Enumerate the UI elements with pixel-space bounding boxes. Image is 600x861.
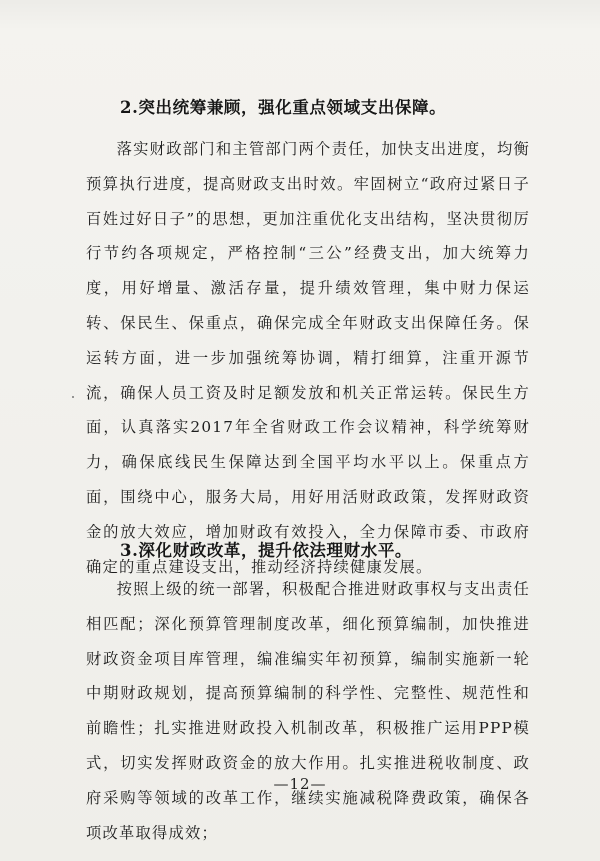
section-3-paragraph: 按照上级的统一部署，积极配合推进财政事权与支出责任相匹配；深化预算管理制度改革，细化预算编制，加快推进财政资金项目库管理，编准编实年初预算，编制实施新一轮中期财政规划，提高预算编制的科学性、完整性、规范性和前瞻性；扎实推进财政投入机制改革，积极推广运用PPP模式，切实发挥财政资金的放大作用。扎实推进税收制度、政府采购等领域的改革工作，继续实施减税降费政策，确保各项改革取得成效； bbox=[86, 580, 530, 842]
section-3-heading: 3.深化财政改革，提升依法理财水平。 bbox=[120, 541, 413, 560]
scan-speck bbox=[72, 396, 74, 398]
page-number: —12— bbox=[273, 775, 327, 793]
scan-shadow bbox=[0, 0, 600, 30]
section-2-heading: 2.突出统筹兼顾，强化重点领域支出保障。 bbox=[120, 98, 447, 117]
section-2-paragraph: 落实财政部门和主管部门两个责任，加快支出进度，均衡预算执行进度，提高财政支出时效。牢固树立“政府过紧日子百姓过好日子”的思想，更加注重优化支出结构，坚决贯彻厉行节约各项规定，严格控制“三公”经费支出，加大统筹力度，用好增量、激活存量，提升绩效管理，集中财力保运转、保民生、保重点，确保完成全年财政支出保障任务。保运转方面，进一步加强统筹协调，精打细算，注重开源节流，确保人员工资及时足额发放和机关正常运转。保民生方面，认真落实2017年全省财政工作会议精神，科学统筹财力，确保底线民生保障达到全国平均水平以上。保重点方面，围绕中心，服务大局，用好用活财政政策，发挥财政资金的放大效应，增加财政有效投入，全力保障市委、市政府确定的重点建设支出，推动经济持续健康发展。 bbox=[86, 140, 530, 576]
